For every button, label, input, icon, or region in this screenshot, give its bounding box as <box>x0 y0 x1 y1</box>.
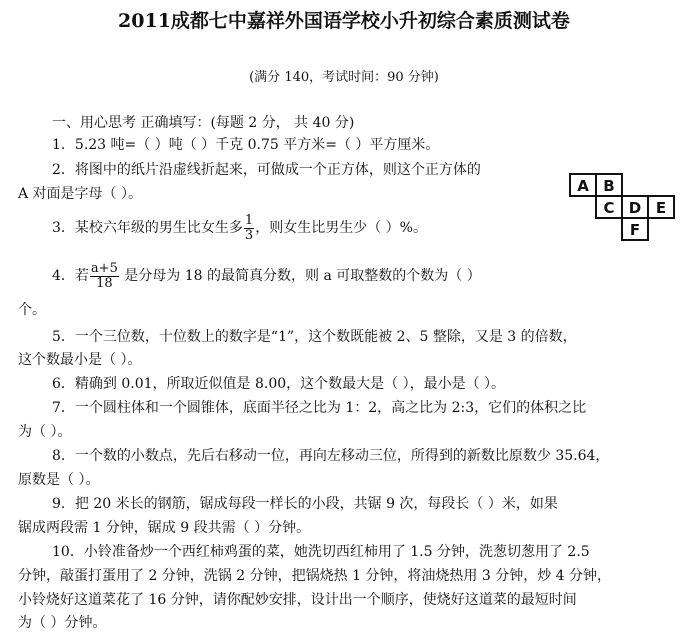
question-2-line-2: A 对面是字母（ ）。 <box>18 186 143 202</box>
fraction-denominator: 18 <box>96 275 113 291</box>
question-9-line-1: 9．把 20 米长的钢筋，锯成每段一样长的小段，共锯 9 次，每段长（ ）米，如果 <box>52 496 558 512</box>
fraction-a-plus-5-over-18 <box>90 262 119 291</box>
net-letter-b: B <box>603 177 615 195</box>
cube-net-figure <box>565 170 683 250</box>
question-8-line-1: 8．一个数的小数点，先后右移动一位，再向左移动三位，所得到的新数比原数少 35.64， <box>52 448 610 464</box>
question-4-text-pre: 4．若 <box>52 268 89 284</box>
page-subtitle: (满分 140，考试时间：90 分钟) <box>249 70 439 85</box>
question-4-text-post: 是分母为 18 的最简真分数，则 a 可取整数的个数为（ ） <box>119 268 481 284</box>
page-title: 2011成都七中嘉祥外国语学校小升初综合素质测试卷 <box>118 10 570 32</box>
net-letter-f: F <box>629 221 641 239</box>
net-letter-a: A <box>577 177 589 195</box>
question-5-line-2: 这个数最小是（ ）。 <box>18 352 142 368</box>
question-7-line-2: 为（ ）。 <box>18 424 72 440</box>
question-8-line-2: 原数是（ ）。 <box>18 472 100 488</box>
question-3-text-post: ，则女生比男生少（ ）%。 <box>255 220 427 236</box>
question-5-line-1: 5．一个三位数，十位数上的数字是“1”，这个数既能被 2、5 整除，又是 3 的倍数， <box>52 329 577 345</box>
fraction-numerator: a+5 <box>90 260 118 276</box>
question-9-line-2: 锯成两段需 1 分钟，锯成 9 段共需（ ）分钟。 <box>18 520 311 536</box>
section-heading: 一、用心思考 正确填写：(每题 2 分， 共 40 分) <box>52 115 355 131</box>
question-10-line-3: 小铃烧好这道菜花了 16 分钟，请你配妙安排，设计出一个顺序，使烧好这道菜的最短时间 <box>18 592 577 608</box>
fraction-one-third <box>244 214 254 243</box>
net-letter-d: D <box>628 199 642 217</box>
question-10-line-4: 为（ ）分钟。 <box>18 615 107 631</box>
fraction-denominator: 3 <box>244 227 254 243</box>
question-4 <box>52 261 481 291</box>
question-7-line-1: 7．一个圆柱体和一个圆锥体，底面半径之比为 1：2，高之比为 2:3，它们的体积之比 <box>52 400 587 416</box>
question-1: 1．5.23 吨=（ ）吨（ ）千克 0.75 平方米=（ ）平方厘米。 <box>52 137 440 153</box>
question-10-line-1: 10．小铃准备炒一个西红柿鸡蛋的菜，她洗切西红柿用了 1.5 分钟，洗葱切葱用了 2.5 <box>52 544 590 560</box>
question-2-line-1: 2．将图中的纸片沿虚线折起来，可做成一个正方体，则这个正方体的 <box>52 162 481 178</box>
question-3 <box>52 213 427 243</box>
net-letter-e: E <box>655 199 667 217</box>
question-6: 6．精确到 0.01，所取近似值是 8.00，这个数最大是（ ），最小是（ ）。 <box>52 376 506 392</box>
question-10-line-2: 分钟，敲蛋打蛋用了 2 分钟，洗锅 2 分钟，把锅烧热 1 分钟，将油烧热用 3 分钟，炒 4 分钟， <box>18 568 612 584</box>
net-letter-c: C <box>603 199 615 217</box>
fraction-numerator: 1 <box>244 212 254 228</box>
question-4-line-2: 个。 <box>18 302 46 318</box>
question-3-text-pre: 3．某校六年级的男生比女生多 <box>52 220 243 236</box>
